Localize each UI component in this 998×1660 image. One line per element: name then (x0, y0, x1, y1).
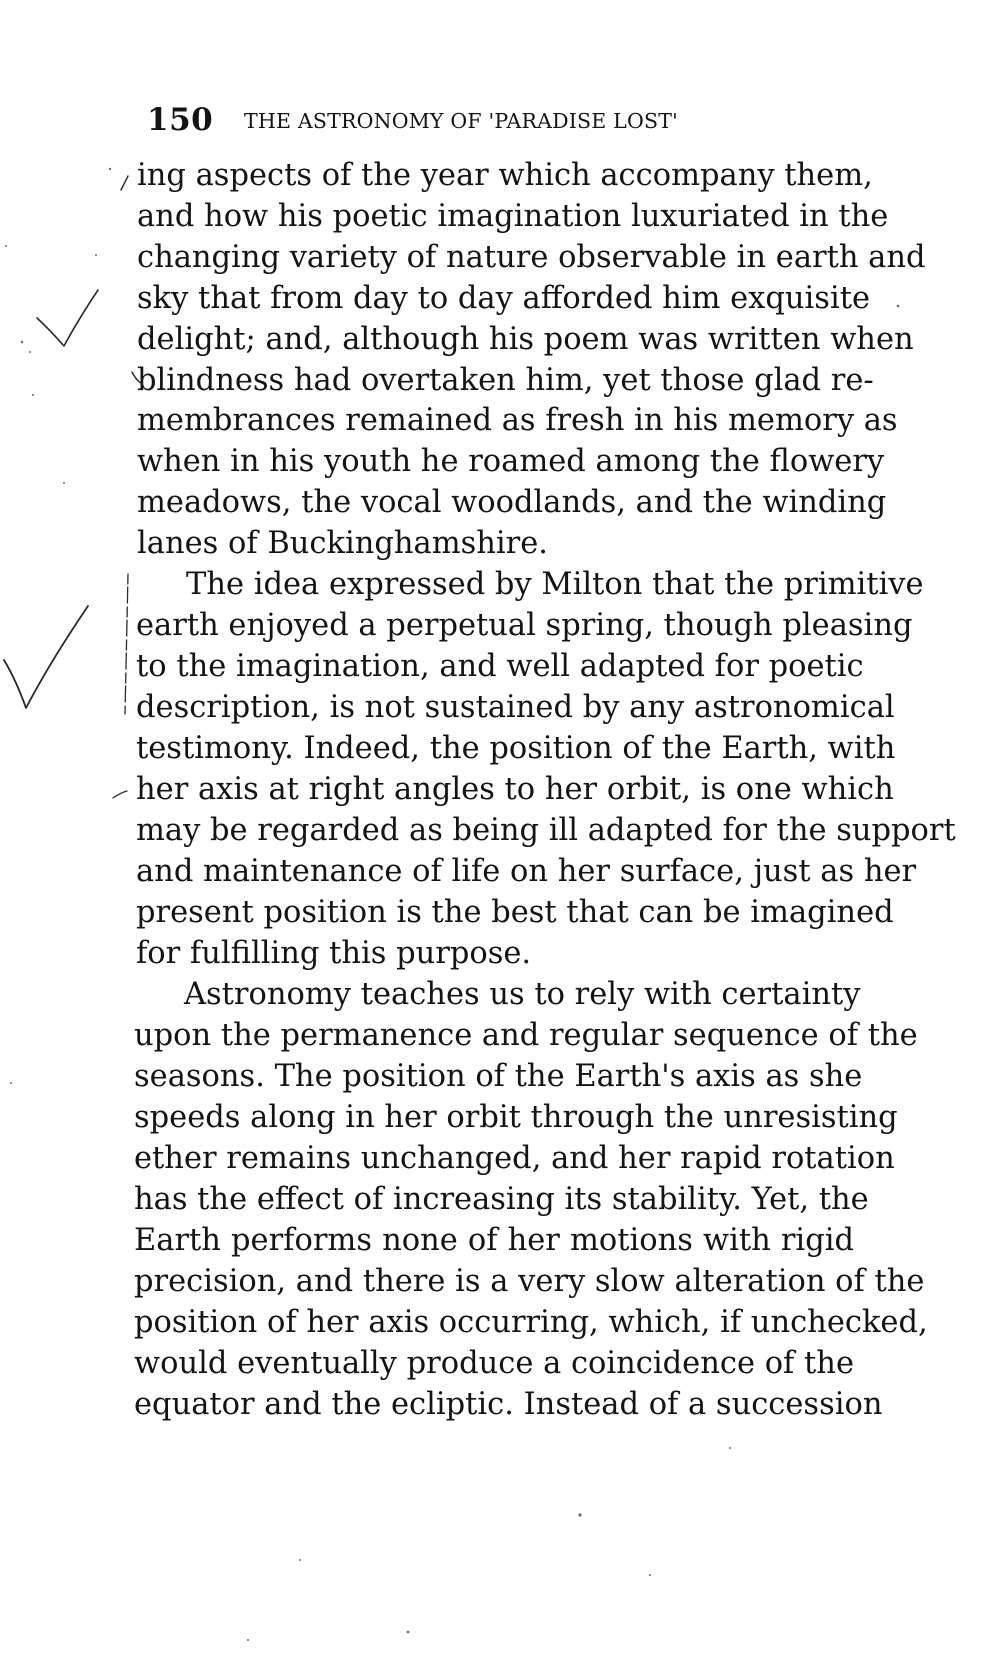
text-line: delight; and, although his poem was written when (137, 322, 914, 357)
text-line: upon the permanence and regular sequence of the (134, 1018, 918, 1053)
page-number: 150 (147, 102, 214, 138)
text-line: seasons. The position of the Earth's axis as she (134, 1059, 863, 1094)
text-line: and maintenance of life on her surface, just as her (136, 854, 917, 889)
text-line: changing variety of nature observable in earth and (137, 240, 926, 275)
running-title: THE ASTRONOMY OF 'PARADISE LOST' (244, 109, 678, 133)
text-line: would eventually produce a coincidence of the (134, 1346, 854, 1381)
text-line: ing aspects of the year which accompany them, (137, 158, 873, 193)
text-line: sky that from day to day afforded him exquisite (137, 281, 871, 316)
text-line: position of her axis occurring, which, if unchecked, (134, 1305, 928, 1340)
text-line: speeds along in her orbit through the unresisting (134, 1100, 898, 1135)
text-line: lanes of Buckinghamshire. (137, 526, 548, 561)
text-line: precision, and there is a very slow alteration of the (134, 1264, 925, 1299)
text-line: meadows, the vocal woodlands, and the winding (137, 485, 887, 520)
text-line: Earth performs none of her motions with rigid (134, 1223, 854, 1258)
text-line: Astronomy teaches us to rely with certainty (184, 977, 861, 1012)
text-line: to the imagination, and well adapted for poetic (136, 649, 864, 684)
text-line: and how his poetic imagination luxuriated in the (137, 199, 889, 234)
text-line: earth enjoyed a perpetual spring, though pleasing (136, 608, 913, 643)
dash-mark-icon (113, 791, 127, 798)
text-line: when in his youth he roamed among the flowery (137, 444, 885, 479)
text-line: may be regarded as being ill adapted for the support (136, 813, 956, 848)
slash-mark-icon (121, 176, 128, 190)
text-line: has the effect of increasing its stability. Yet, the (134, 1182, 869, 1217)
margin-line-icon (125, 574, 128, 714)
text-line: The idea expressed by Milton that the primitive (186, 567, 924, 602)
tick-mark-icon (132, 372, 142, 384)
text-line: present position is the best that can be imagined (136, 895, 894, 930)
text-line: equator and the ecliptic. Instead of a succession (134, 1387, 883, 1422)
text-line: membrances remained as fresh in his memory as (137, 403, 898, 438)
paper-specks (5, 168, 956, 1641)
text-line: testimony. Indeed, the position of the Earth, with (136, 731, 896, 766)
text-line: for fulfilling this purpose. (136, 936, 532, 971)
check-mark-icon (4, 606, 88, 708)
text-line: her axis at right angles to her orbit, is one which (136, 772, 894, 807)
text-line: ether remains unchanged, and her rapid rotation (134, 1141, 895, 1176)
text-line: description, is not sustained by any astronomical (136, 690, 895, 725)
check-mark-icon (37, 290, 98, 346)
text-line: blindness had overtaken him, yet those glad re- (137, 363, 874, 398)
